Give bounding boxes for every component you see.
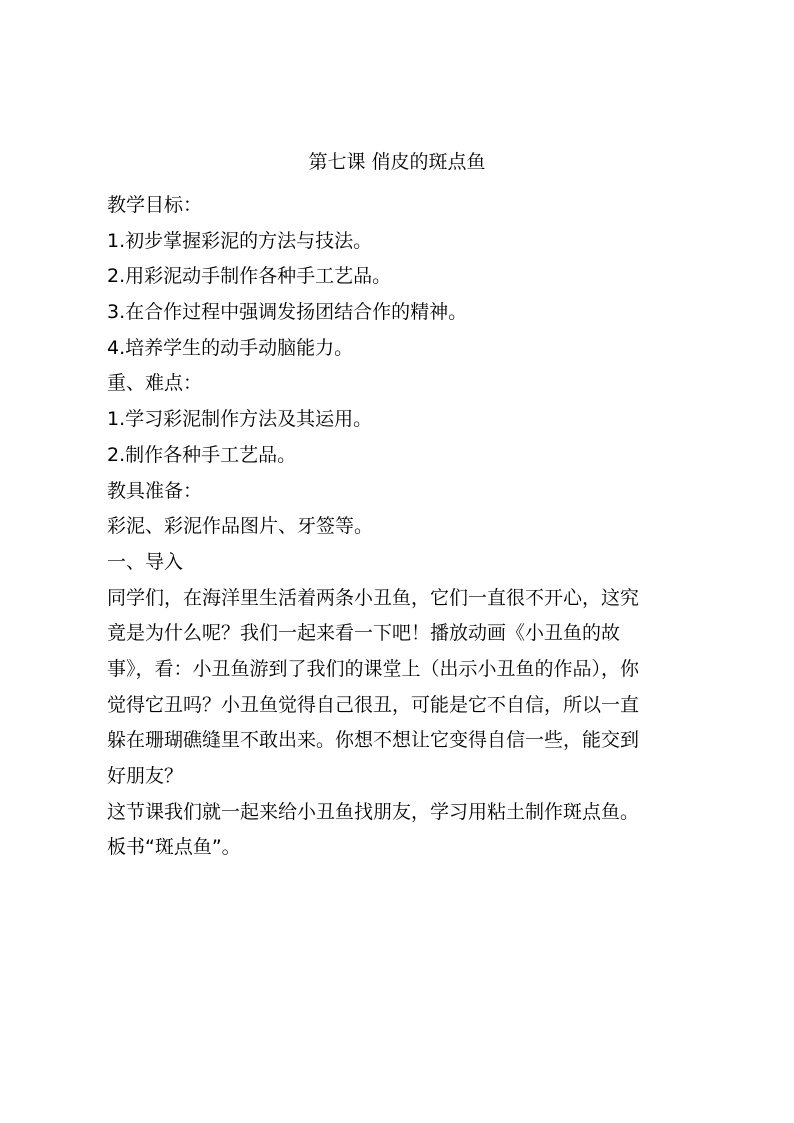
document-body <box>107 188 707 866</box>
section-heading-introduction: 一、导入 <box>107 550 184 573</box>
paragraph-line: 同学们，在海洋里生活着两条小丑鱼，它们一直很不开心，这究 <box>107 586 640 609</box>
paragraph-line: 这节课我们就一起来给小丑鱼找朋友，学习用粘土制作斑点鱼。 <box>107 800 640 823</box>
paragraph-line: 板书“斑点鱼”。 <box>107 836 241 859</box>
key-point-item-2: 2.制作各种手工艺品。 <box>107 443 297 466</box>
section-heading-objectives: 教学目标： <box>107 194 203 216</box>
paragraph-line: 好朋友？ <box>107 765 184 787</box>
materials-text: 彩泥、彩泥作品图片、牙签等。 <box>107 515 374 538</box>
section-heading-key-points: 重、难点： <box>107 372 203 395</box>
paragraph-line: 事》，看：小丑鱼游到了我们的课堂上（出示小丑鱼的作品），你 <box>107 657 640 680</box>
objective-item-3: 3.在合作过程中强调发扬团结合作的精神。 <box>107 301 468 324</box>
paragraph-line: 躲在珊瑚礁缝里不敢出来。你想不想让它变得自信一些，能交到 <box>107 729 640 752</box>
objective-item-1: 1.初步掌握彩泥的方法与技法。 <box>107 229 373 252</box>
objective-item-4: 4.培养学生的动手动脑能力。 <box>107 336 354 359</box>
key-point-item-1: 1.学习彩泥制作方法及其运用。 <box>107 408 373 431</box>
section-heading-materials: 教具准备： <box>107 479 203 502</box>
lesson-title: 第七课 俏皮的斑点鱼 <box>308 151 486 173</box>
objective-item-2: 2.用彩泥动手制作各种手工艺品。 <box>107 265 392 288</box>
paragraph-line: 竟是为什么呢？我们一起来看一下吧！播放动画《小丑鱼的故 <box>107 622 621 645</box>
paragraph-line: 觉得它丑吗？小丑鱼觉得自己很丑，可能是它不自信，所以一直 <box>107 693 640 716</box>
